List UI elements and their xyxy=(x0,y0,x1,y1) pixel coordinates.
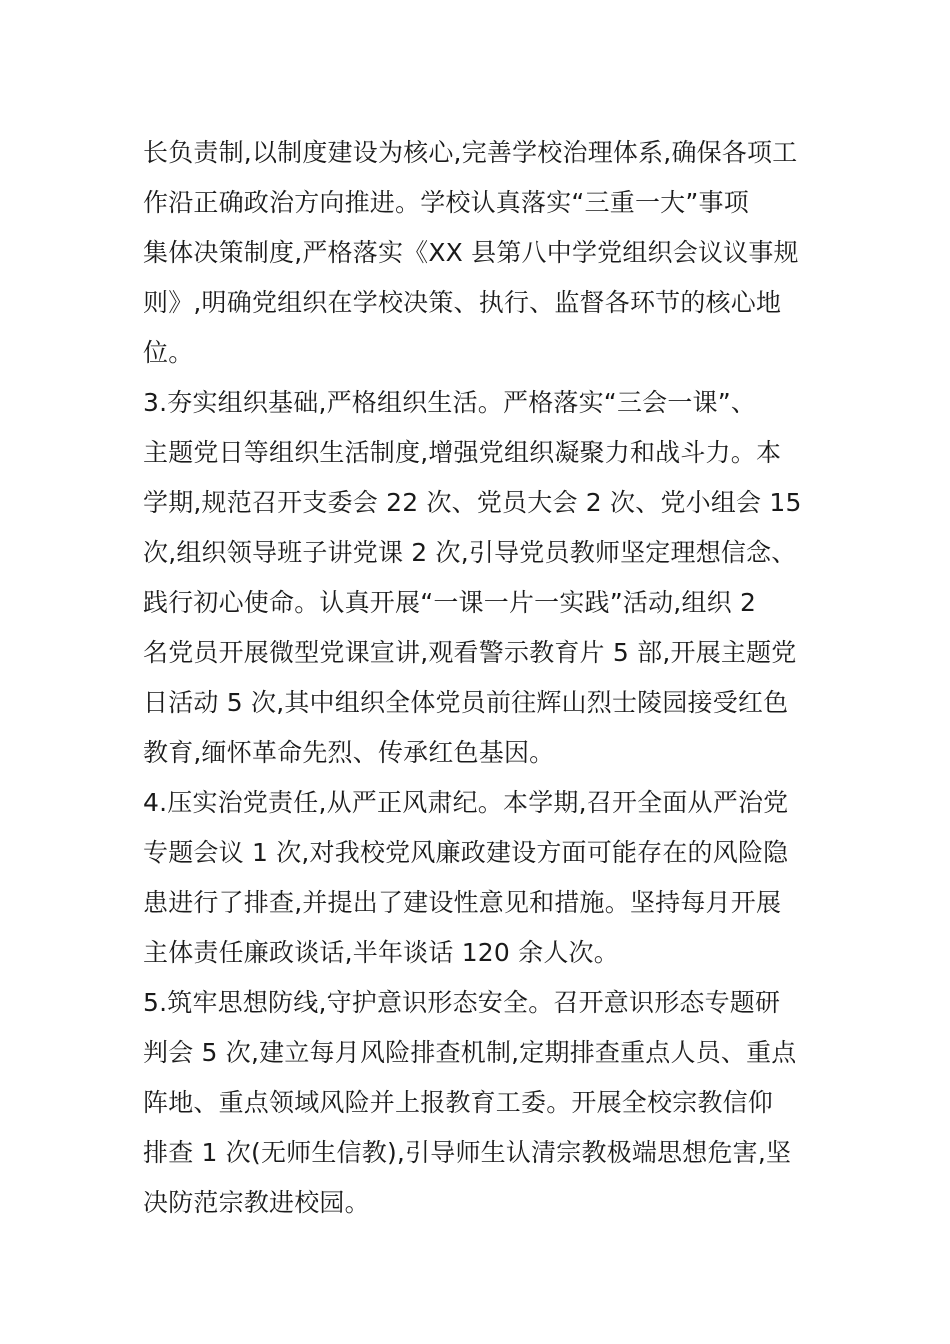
text-line: 阵地、重点领域风险并上报教育工委。开展全校宗教信仰 xyxy=(143,1088,774,1117)
text-line: 名党员开展微型党课宣讲,观看警示教育片 5 部,开展主题党 xyxy=(143,638,797,667)
text-line: 学期,规范召开支委会 22 次、党员大会 2 次、党小组会 15 xyxy=(143,488,802,517)
text-line: 作沿正确政治方向推进。学校认真落实“三重一大”事项 xyxy=(143,188,749,217)
text-line: 次,组织领导班子讲党课 2 次,引导党员教师坚定理想信念、 xyxy=(143,538,797,567)
text-line: 主题党日等组织生活制度,增强党组织凝聚力和战斗力。本 xyxy=(143,438,782,467)
text-line: 排查 1 次(无师生信教),引导师生认清宗教极端思想危害,坚 xyxy=(143,1138,792,1167)
text-line: 5.筑牢思想防线,守护意识形态安全。召开意识形态专题研 xyxy=(143,988,781,1017)
text-line: 位。 xyxy=(143,338,194,367)
text-line: 教育,缅怀革命先烈、传承红色基因。 xyxy=(143,738,555,767)
text-line: 4.压实治党责任,从严正风肃纪。本学期,召开全面从严治党 xyxy=(143,788,789,817)
document-body xyxy=(143,128,813,1228)
text-line: 则》,明确党组织在学校决策、执行、监督各环节的核心地 xyxy=(143,288,782,317)
text-line: 专题会议 1 次,对我校党风廉政建设方面可能存在的风险隐 xyxy=(143,838,789,867)
text-line: 决防范宗教进校园。 xyxy=(143,1188,370,1217)
text-line: 患进行了排查,并提出了建设性意见和措施。坚持每月开展 xyxy=(143,888,782,917)
text-line: 践行初心使命。认真开展“一课一片一实践”活动,组织 2 xyxy=(143,588,757,617)
text-line: 长负责制,以制度建设为核心,完善学校治理体系,确保各项工 xyxy=(143,138,798,167)
text-line: 集体决策制度,严格落实《XX 县第八中学党组织会议议事规 xyxy=(143,238,799,267)
text-line: 3.夯实组织基础,严格组织生活。严格落实“三会一课”、 xyxy=(143,388,757,417)
text-line: 主体责任廉政谈话,半年谈话 120 余人次。 xyxy=(143,938,619,967)
text-line: 判会 5 次,建立每月风险排查机制,定期排查重点人员、重点 xyxy=(143,1038,797,1067)
text-line: 日活动 5 次,其中组织全体党员前往辉山烈士陵园接受红色 xyxy=(143,688,789,717)
